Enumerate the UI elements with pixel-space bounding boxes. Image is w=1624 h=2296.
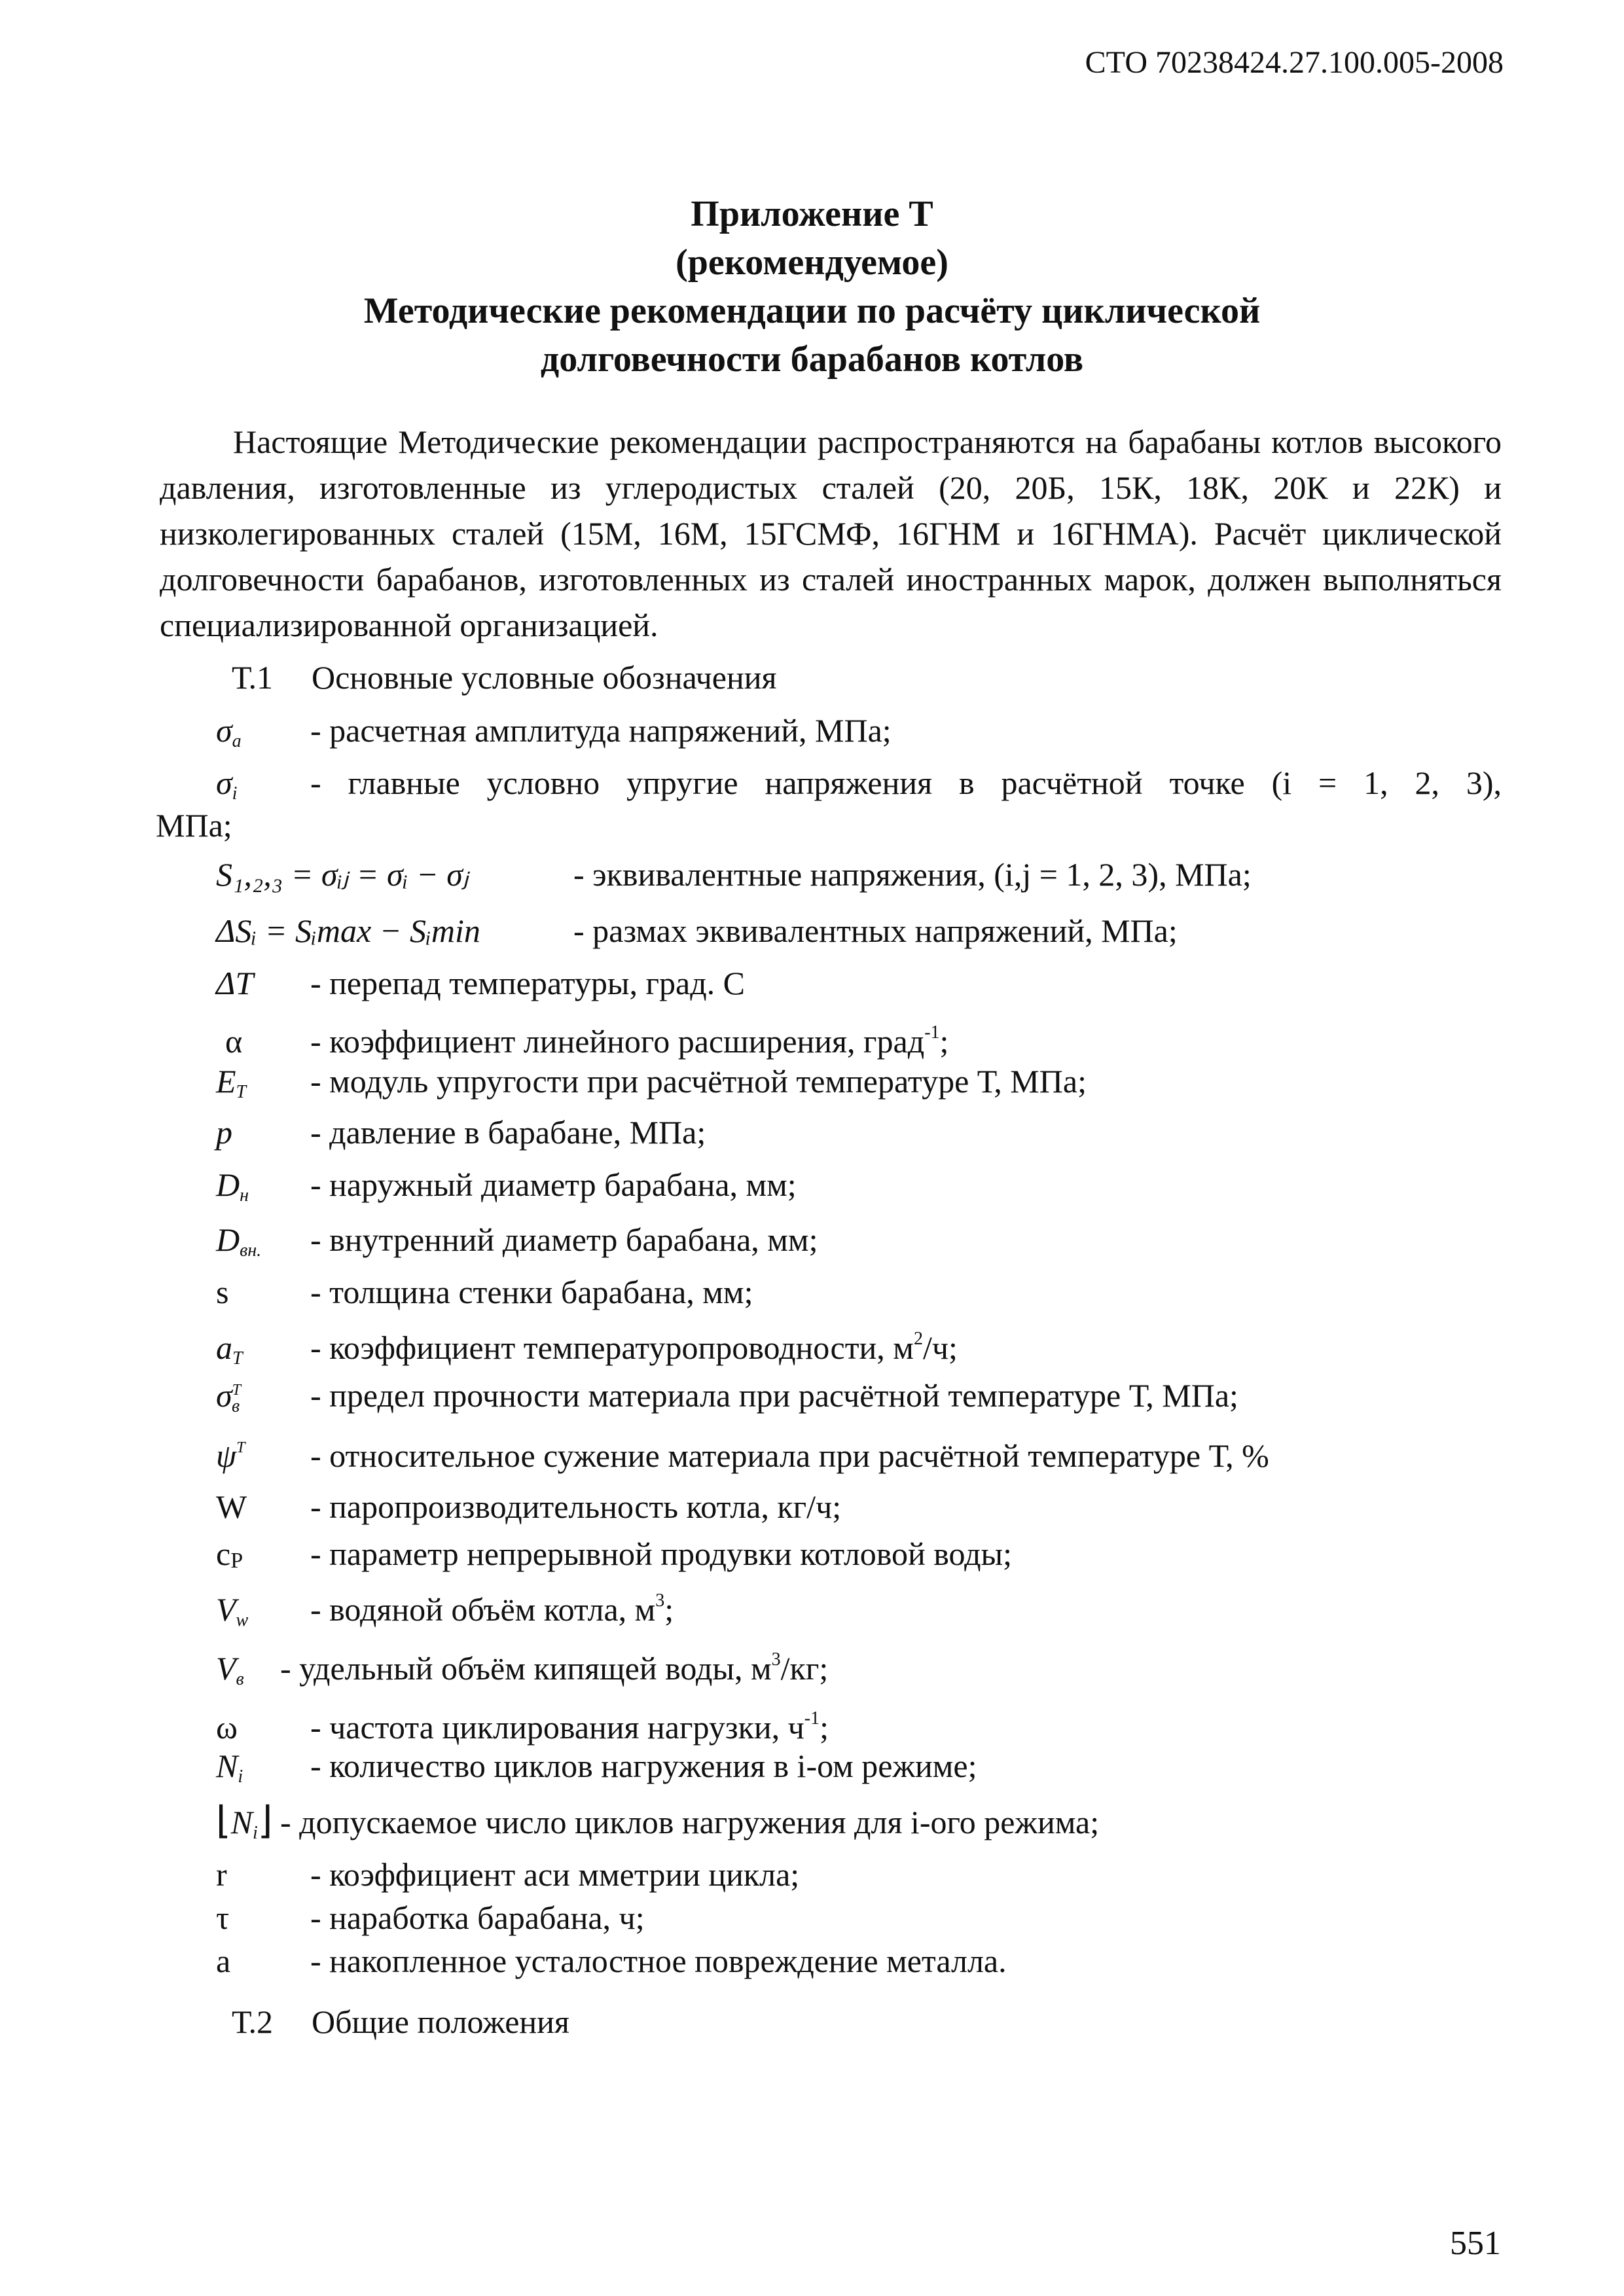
symbol-description: - накопленное усталостное повреждение металла. (310, 1943, 1007, 1979)
symbol-description: - допускаемое число циклов нагружения для i-ого режима; (280, 1804, 1100, 1840)
symbol-row-delta-t (216, 963, 745, 1003)
symbol-row-thermal-diffusivity (216, 1319, 958, 1378)
symbol-row-water-volume (216, 1581, 674, 1640)
symbol-description: - давление в барабане, МПа; (310, 1114, 706, 1151)
symbol: $D_н$ (216, 1166, 249, 1206)
symbol-description: - частота циклирования нагрузки, $ч^{-1}$; (310, 1708, 829, 1746)
symbol-row-wall-thickness (216, 1272, 753, 1312)
symbol: $\psi^T$ (216, 1437, 245, 1474)
section-title: Общие положения (312, 2003, 569, 2040)
symbol: r (216, 1856, 227, 1893)
formula: S₁,₂,₃ = σᵢⱼ = σᵢ − σⱼ (216, 856, 469, 893)
symbol-row-cycling-frequency (216, 1699, 829, 1747)
symbol-description: - относительное сужение материала при расчётной температуре Т, % (310, 1437, 1269, 1474)
section-heading-1 (232, 658, 777, 696)
symbol: $V_в$ (216, 1650, 244, 1689)
symbol: p (216, 1114, 232, 1151)
symbol: τ (216, 1899, 230, 1936)
symbol-row-asymmetry (216, 1855, 799, 1894)
symbol: $c_P$ (216, 1535, 244, 1573)
page-number: 551 (1450, 2225, 1501, 2262)
title-line-1: Приложение Т (691, 194, 933, 234)
symbol-description: - наработка барабана, ч; (310, 1899, 645, 1936)
intro-paragraph: Настоящие Методические рекомендации распространяются на барабаны котлов высокого давления, изготовленные из углеродистых сталей (20, 20Б, 15К, 18К, 20К и 22К) и низколегированных сталей (15М, 16М, 15ГСМФ, 16ГНМ и 16ГНМА). Расчёт циклической долговечности барабанов, изготовленных из сталей иностранных марок, должен выполняться специализированной организацией. (160, 423, 1502, 643)
symbol: $⌊N_i⌋$ (216, 1799, 273, 1843)
symbol-description: - расчетная амплитуда напряжений, МПа; (310, 712, 892, 749)
symbol-row-specific-volume (216, 1640, 828, 1699)
symbol-row-pressure (216, 1113, 706, 1152)
symbol-description-continuation: МПа; (156, 807, 232, 844)
symbol-row-equivalent-stress (216, 855, 1252, 894)
symbol-description: - эквивалентные напряжения, (i,j = 1, 2, 3), МПа; (573, 856, 1252, 893)
section-heading-2 (232, 2003, 569, 2041)
symbol: a (216, 1943, 231, 1979)
symbol-description: - водяной объём котла, $м^3$; (310, 1590, 674, 1628)
symbol: $\sigma_a$ (216, 712, 242, 751)
symbol-description: - модуль упругости при расчётной температуре Т, МПа; (310, 1063, 1087, 1100)
symbol-row-stress-range (216, 911, 1178, 950)
symbol: ω (216, 1709, 238, 1746)
symbol-description: - главные условно упругие напряжения в расчётной точке (i = 1, 2, 3), (310, 764, 1502, 801)
symbol-row-inner-diameter (216, 1220, 818, 1270)
symbol-description: - количество циклов нагружения в i-ом режиме; (310, 1748, 977, 1784)
symbol-row-steam-capacity (216, 1487, 841, 1526)
section-number: Т.1 (232, 659, 274, 696)
symbol-row-operating-time (216, 1898, 645, 1937)
symbol-row-allowable-cycles (216, 1801, 1099, 1853)
symbol-row-sigma-a (216, 711, 892, 761)
symbol: $E_T$ (216, 1063, 247, 1102)
appendix-title (0, 190, 1624, 384)
symbol: α (225, 1023, 243, 1060)
symbol-row-elastic-modulus (216, 1062, 1087, 1112)
formula: ΔSᵢ = Sᵢmax − Sᵢmin (216, 912, 480, 949)
symbol-row-reduction-of-area (216, 1428, 1269, 1475)
section-number: Т.2 (232, 2003, 274, 2040)
symbol-row-outer-diameter (216, 1165, 797, 1215)
symbol-row-fatigue-damage (216, 1941, 1007, 1981)
symbol: $\sigma^T_в$ (216, 1377, 242, 1416)
symbol-row-cycle-count (216, 1746, 977, 1797)
symbol: $a_T$ (216, 1329, 243, 1369)
symbol: $\sigma_i$ (216, 764, 238, 804)
symbol-description: - паропроизводительность котла, кг/ч; (310, 1488, 842, 1525)
symbol-description: - коэффициент аси мметрии цикла; (310, 1856, 800, 1893)
symbol-description: - наружный диаметр барабана, мм; (310, 1166, 797, 1203)
symbol: ΔT (216, 965, 254, 1001)
title-line-2: (рекомендуемое) (676, 242, 948, 283)
symbol: W (216, 1488, 247, 1525)
symbol: $V_w$ (216, 1591, 249, 1630)
symbol-description: - толщина стенки барабана, мм; (310, 1274, 753, 1310)
symbol-description: - предел прочности материала при расчётной температуре Т, МПа; (310, 1377, 1238, 1414)
title-line-4: долговечности барабанов котлов (540, 339, 1084, 380)
document-code: СТО 70238424.27.100.005-2008 (1085, 45, 1504, 80)
symbol: $N_i$ (216, 1748, 244, 1787)
symbol-row-ultimate-strength (216, 1371, 1238, 1426)
symbol: $D_{вн.}$ (216, 1221, 262, 1261)
symbol-row-alpha (216, 1013, 948, 1061)
symbol-description: - параметр непрерывной продувки котловой воды; (310, 1535, 1013, 1572)
symbol-description: - размах эквивалентных напряжений, МПа; (573, 912, 1178, 949)
symbol-description: - перепад температуры, град. С (310, 965, 745, 1001)
symbol: s (216, 1274, 229, 1310)
symbol-row-sigma-i (216, 763, 1502, 814)
section-title: Основные условные обозначения (312, 659, 777, 696)
symbol-description: - коэффициент температуропроводности, $м^2/ч$; (310, 1329, 958, 1366)
symbol-description: - удельный объём кипящей воды, $м^3/кг$; (280, 1649, 829, 1687)
symbol-row-blowdown-parameter (216, 1534, 1012, 1581)
symbol-description: - коэффициент линейного расширения, град$^{-1}$; (310, 1022, 949, 1060)
title-line-3: Методические рекомендации по расчёту циклической (363, 291, 1261, 331)
symbol-description: - внутренний диаметр барабана, мм; (310, 1221, 818, 1258)
